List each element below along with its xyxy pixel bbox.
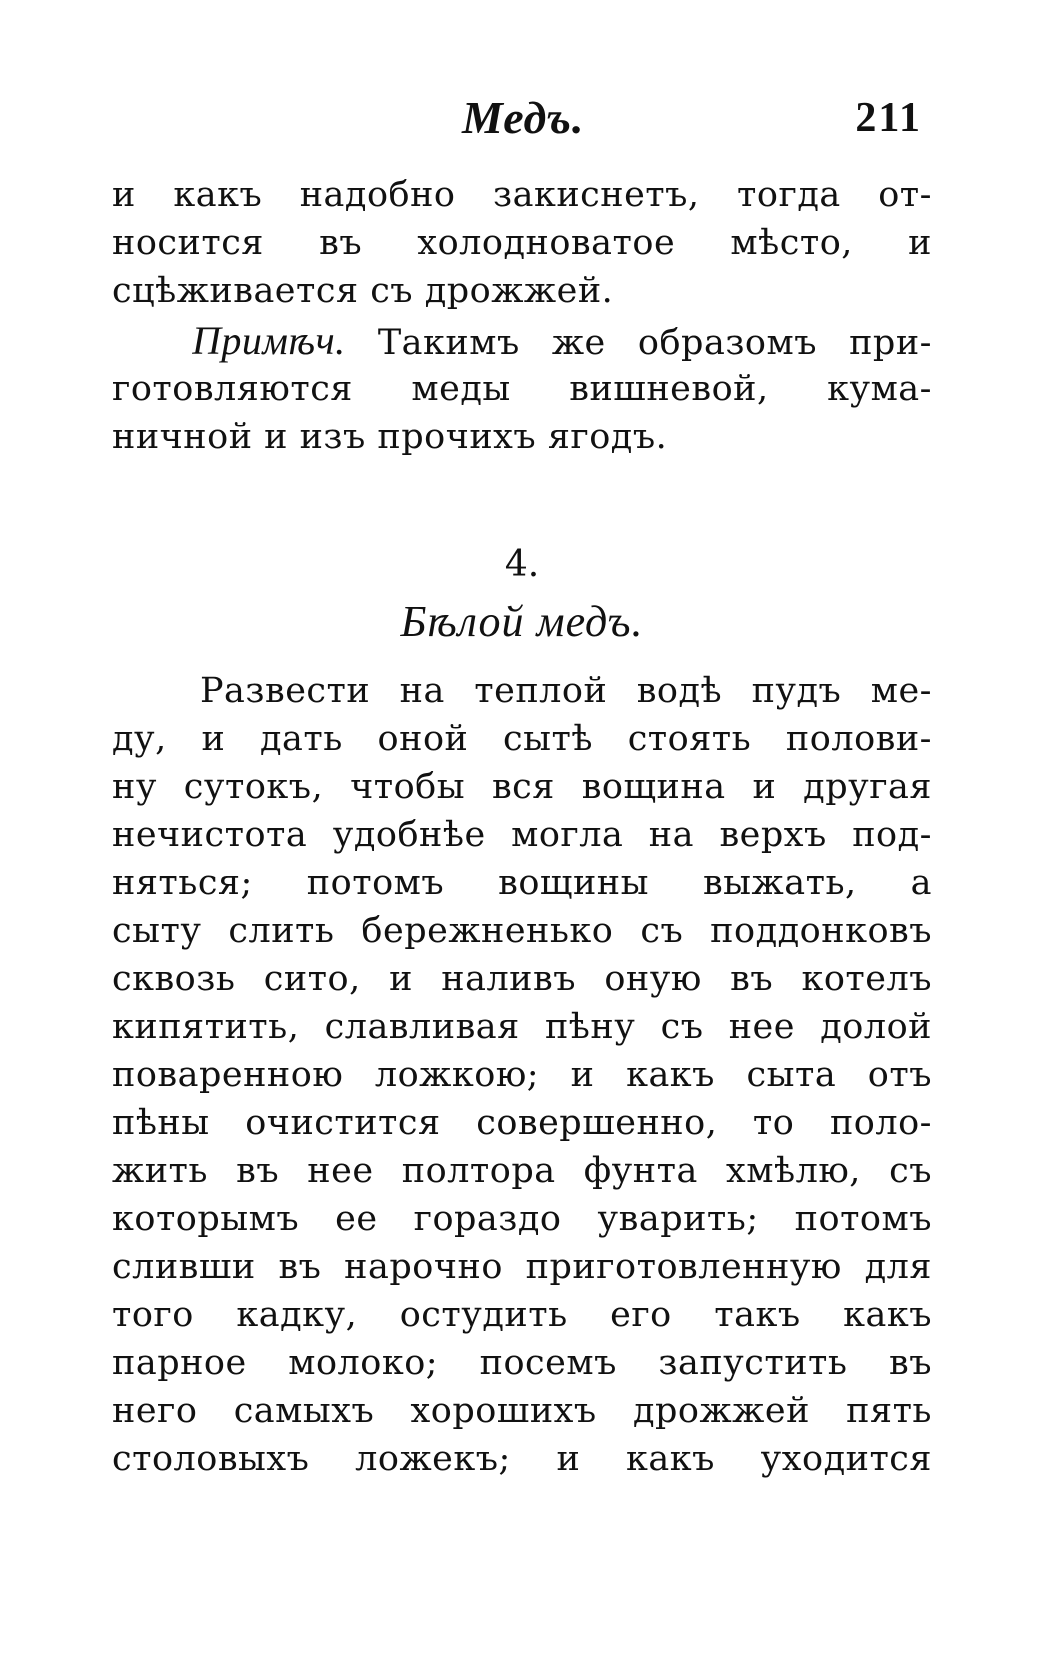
section-title: Бѣлой медъ. — [400, 597, 644, 646]
text-line: поваренною ложкою; и какъ сыта отъ — [112, 1055, 932, 1095]
text-line: которымъ ее гораздо уварить; потомъ — [112, 1199, 932, 1239]
running-head: Медъ. — [462, 92, 585, 143]
text-line: Развести на теплой водѣ пудъ ме- — [200, 671, 932, 711]
page-number: 211 — [855, 95, 922, 141]
note-text: Такимъ же образомъ при- — [377, 323, 932, 363]
text-line: кипятить, славливая пѣну съ нее долой — [112, 1007, 932, 1047]
text-line: няться; потомъ вощины выжать, а — [112, 863, 932, 903]
text-line: готовляются меды вишневой, кума- — [112, 369, 932, 409]
text-line: и какъ надобно закиснетъ, тогда от- — [112, 175, 932, 215]
page-header — [0, 88, 1044, 148]
text-line: сцѣживается съ дрожжей. — [112, 271, 614, 311]
text-line: жить въ нее полтора фунта хмѣлю, съ — [112, 1151, 932, 1191]
text-line: парное молоко; посемъ запустить въ — [112, 1343, 932, 1383]
text-line: сливши въ нарочно приготовленную для — [112, 1247, 932, 1287]
text-line: ну сутокъ, чтобы вся вощина и другая — [112, 767, 932, 807]
text-line: него самыхъ хорошихъ дрожжей пять — [112, 1391, 932, 1431]
note-first-line — [192, 314, 932, 368]
text-line: сыту слить бережненько съ поддонковъ — [112, 911, 932, 951]
text-line: носится въ холодноватое мѣсто, и — [112, 223, 932, 263]
text-line: нечистота удобнѣе могла на верхъ под- — [112, 815, 932, 855]
text-line: ду, и дать оной сытѣ стоять полови- — [112, 719, 932, 759]
text-line: ничной и изъ прочихъ ягодъ. — [112, 417, 668, 457]
section-number: 4. — [504, 544, 540, 585]
text-line: столовыхъ ложекъ; и какъ уходится — [112, 1439, 932, 1479]
text-line: пѣны очистится совершенно, то поло- — [112, 1103, 932, 1143]
text-line: сквозь сито, и наливъ оную въ котелъ — [112, 959, 932, 999]
note-label: Примѣч. — [192, 318, 346, 363]
text-line: того кадку, остудить его такъ какъ — [112, 1295, 932, 1335]
